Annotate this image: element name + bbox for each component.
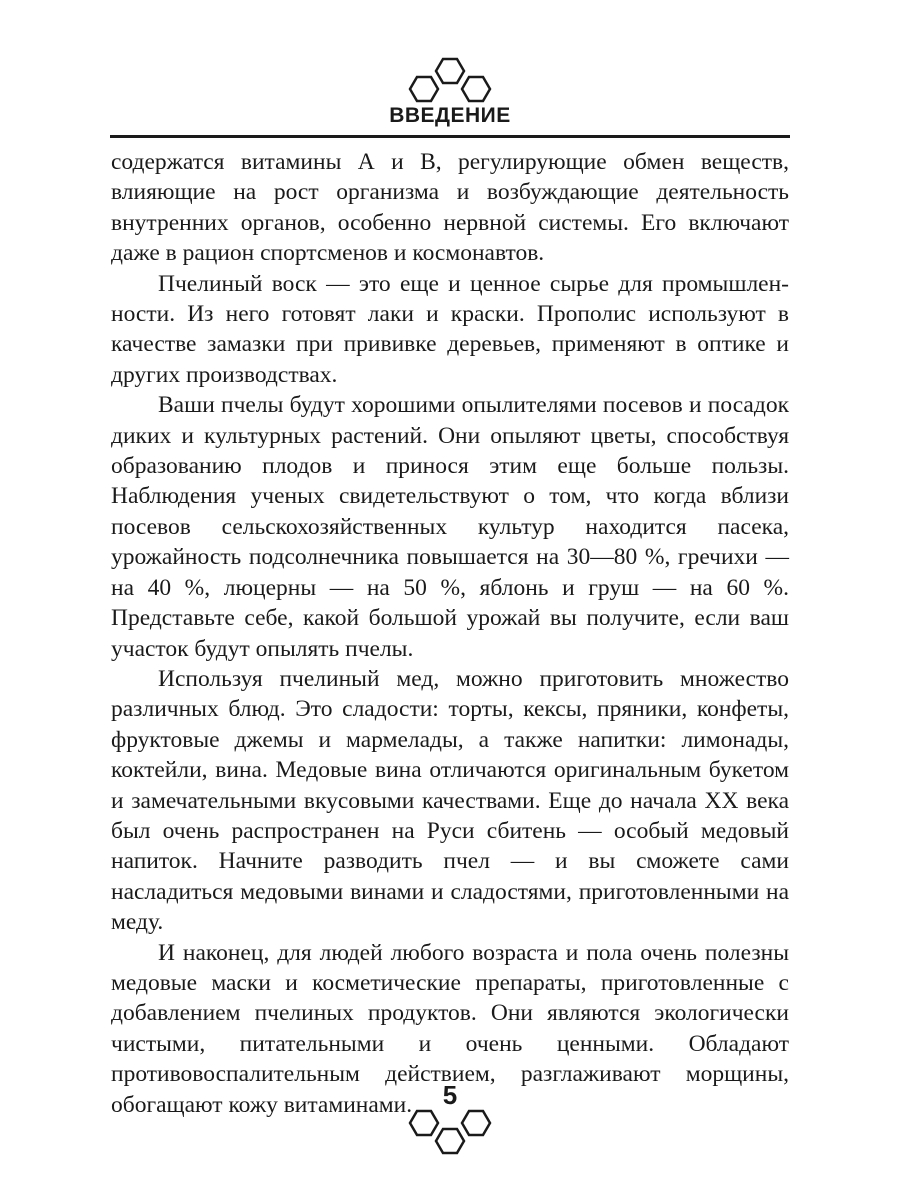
paragraph: И наконец, для людей любого возраста и пола очень полезны медовые маски и косметические препараты, приготовленные с добавлением пчелиных продуктов. Они являются экологически чистыми, питательными и очень ценными. Обладают противовоспалительным действием, разглаживают морщины, обогащают кожу витаминами.: [111, 939, 789, 1118]
paragraph: содержатся витамины А и В, регулирующие обмен веществ, влияющие на рост организма и возбуждающие деятельность внутренних органов, особенно нервной системы. Его включают даже в рацион спортсменов и космонавтов.: [111, 149, 789, 267]
honeycomb-ornament-icon: [400, 56, 500, 104]
page-header: [0, 0, 900, 140]
body-text: [111, 147, 789, 1120]
chapter-title: ВВЕДЕНИЕ: [389, 104, 511, 127]
page-number: 5: [442, 1080, 458, 1110]
paragraph: Пчелиный воск — это еще и ценное сырье для промышленности. Из него готовят лаки и краски. Прополис используют в качестве замазки при прививке деревьев, применяют в оптике и других производствах.: [111, 270, 789, 388]
honeycomb-ornament-icon: [400, 1108, 500, 1158]
paragraph: Ваши пчелы будут хорошими опылителями посевов и посадок диких и культурных растений. Они опыляют цветы, способствуя образованию плодов и принося этим еще больше пользы. Наблюдения ученых свидетельствуют о том, что когда вблизи посевов сельскохозяйственных культур находится пасека, урожайность подсолнечника повышается на 30—80 %, гречихи — на 40 %, люцерны — на 50 %, яблонь и груш — на 60 %. Представьте себе, какой большой урожай вы получите, если ваш участок будут опылять пчелы.: [111, 392, 789, 662]
header-divider: [110, 135, 790, 138]
paragraph: Используя пчелиный мед, можно приготовить множество различных блюд. Это сладости: торты, кексы, пряники, конфеты, фруктовые джемы и мармелады, а также напитки: лимонады, коктейли, вина. Медовые вина отличаются оригинальным букетом и замечательными вкусовыми качествами. Еще до начала XX века был очень распространен на Руси сбитень — особый медовый напиток. Начните разводить пчел — и вы сможете сами насладиться медовыми винами и сладостями, приготовленными на меду.: [111, 665, 789, 936]
